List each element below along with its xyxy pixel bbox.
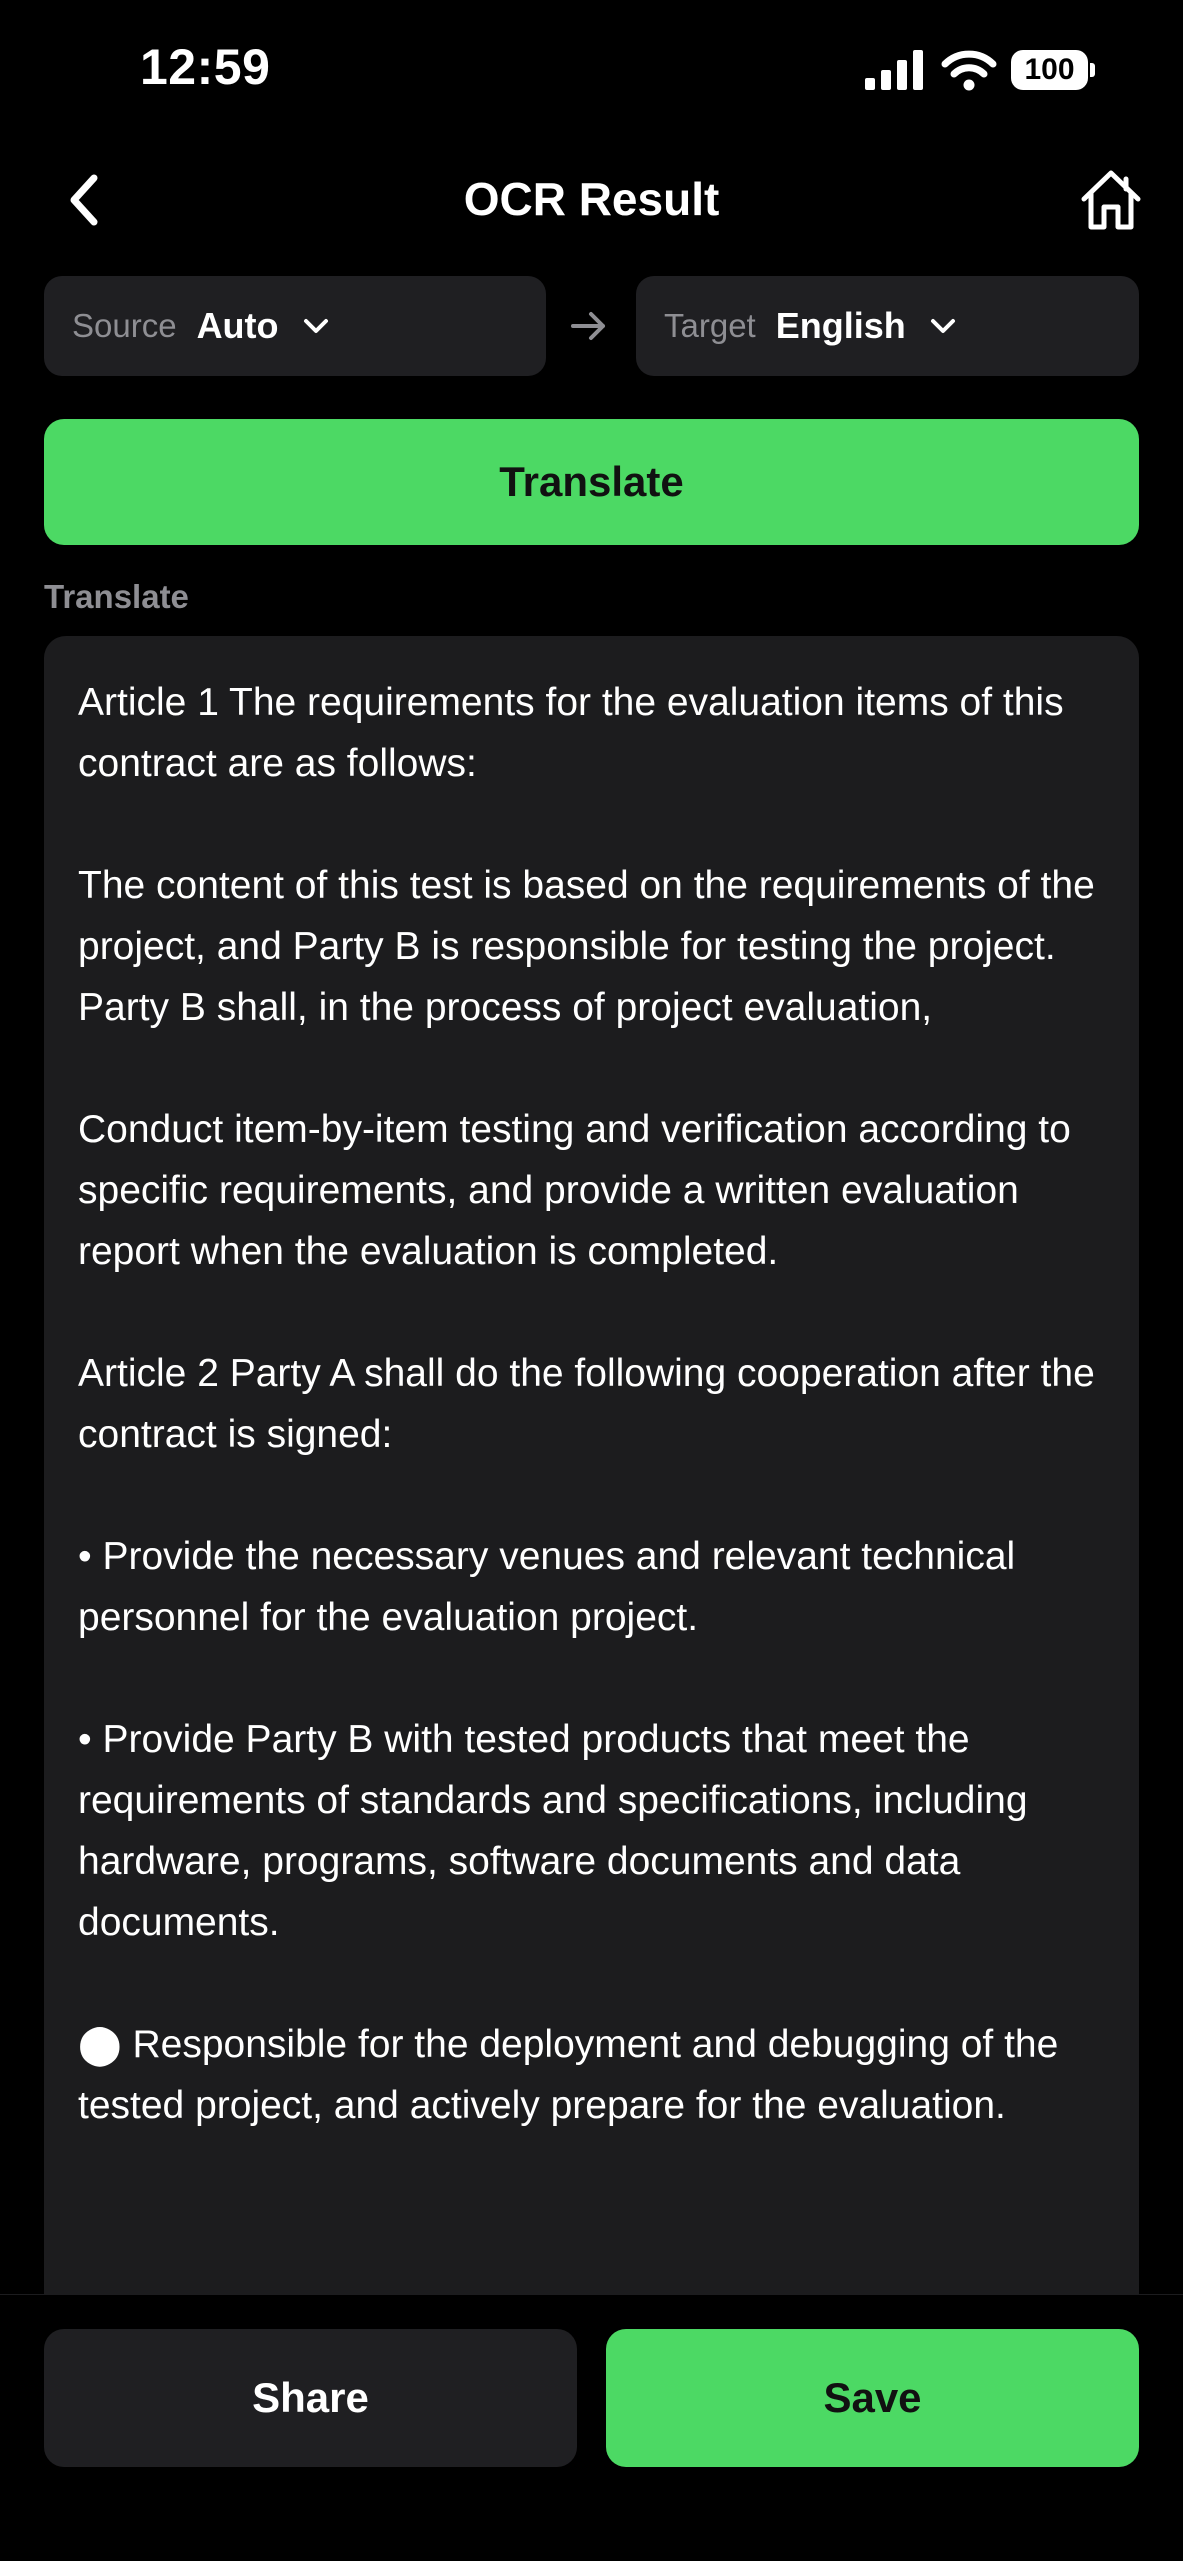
signal-icon — [863, 48, 927, 92]
status-time: 12:59 — [140, 39, 271, 95]
section-label: Translate — [44, 578, 189, 615]
home-icon — [1078, 167, 1144, 233]
target-value: English — [775, 305, 906, 346]
result-text-area[interactable] — [44, 636, 1139, 2296]
result-paragraph: Article 2 Party A shall do the following cooperation after the contract is signed: — [78, 1352, 1095, 1456]
result-paragraph: Article 1 The requirements for the evaluation items of this contract are as follows: — [78, 681, 1064, 785]
battery-icon — [1011, 48, 1095, 92]
source-language-select[interactable] — [44, 276, 546, 376]
result-text — [78, 672, 1105, 2136]
bottom-action-bar — [0, 2294, 1183, 2561]
page-title: OCR Result — [463, 173, 720, 225]
nav-bar — [0, 140, 1183, 260]
source-label: Source — [72, 307, 177, 344]
chevron-down-icon — [928, 311, 958, 341]
swap-languages-button[interactable] — [564, 304, 614, 348]
result-paragraph: Conduct item-by-item testing and verification according to specific requirements, and provide a written evaluation report when the evaluation is completed. — [78, 1108, 1071, 1273]
target-language-select[interactable] — [636, 276, 1139, 376]
result-paragraph: • Provide the necessary venues and relevant technical personnel for the evaluation project. — [78, 1535, 1016, 1639]
result-paragraph: The content of this test is based on the requirements of the project, and Party B is responsible for testing the project. Party B shall, in the process of project evaluation, — [78, 864, 1095, 1029]
save-button[interactable]: Save — [606, 2329, 1139, 2467]
arrow-right-icon — [569, 309, 609, 343]
status-icons — [863, 46, 1095, 94]
wifi-icon — [941, 48, 997, 92]
result-paragraph: ⬤ Responsible for the deployment and debugging of the tested project, and actively prepare for the evaluation. — [78, 2023, 1059, 2127]
target-label: Target — [664, 307, 756, 344]
battery-level: 100 — [1011, 50, 1088, 90]
source-value: Auto — [196, 305, 279, 346]
home-button[interactable] — [1069, 158, 1153, 242]
battery-tip — [1090, 63, 1095, 77]
language-selector-row — [44, 276, 1139, 376]
share-button[interactable]: Share — [44, 2329, 577, 2467]
status-bar — [0, 0, 1183, 140]
result-paragraph: • Provide Party B with tested products that meet the requirements of standards and specifications, including hardware, programs, software documents and data documents. — [78, 1718, 1028, 1944]
translate-button[interactable]: Translate — [44, 419, 1139, 545]
chevron-down-icon — [301, 311, 331, 341]
